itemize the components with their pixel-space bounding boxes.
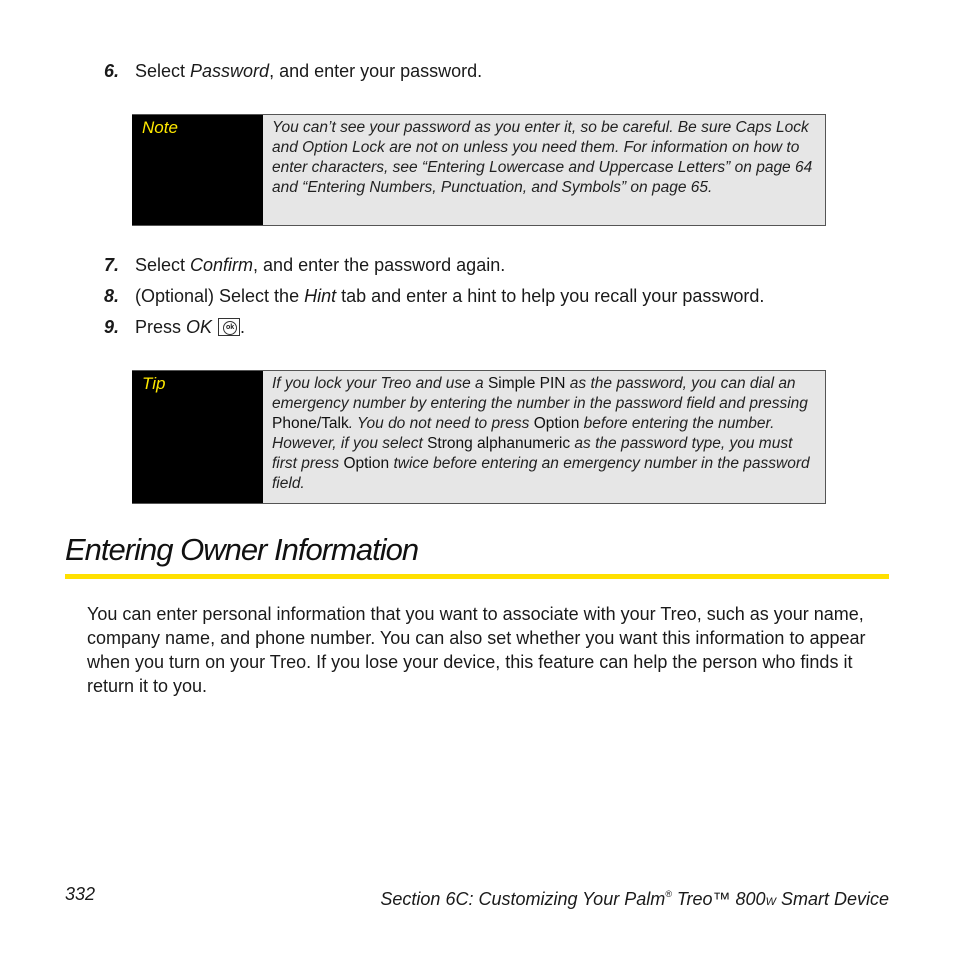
note-text: You can’t see your password as you enter it, so be careful. Be sure Caps Lock and Option Lock are not on unless you need them. For information on how to enter characters, see “Entering Lowercase and Uppercase Letters” on page 64 and “Entering Numbers, Punctuation, and Symbols” on page 65. (263, 115, 825, 225)
step-number: 6. (104, 61, 120, 81)
step-number: 8. (104, 286, 120, 306)
ui-term-option: Option (343, 455, 390, 472)
ui-term-hint: Hint (304, 286, 337, 306)
ui-term-ok: OK (186, 317, 213, 337)
ui-term-simple-pin: Simple PIN (487, 375, 566, 392)
step-number: 9. (104, 317, 120, 337)
ui-term-confirm: Confirm (190, 255, 254, 275)
step-7: 7. Select Confirm, and enter the password again. (104, 255, 506, 275)
page-number: 332 (65, 884, 96, 904)
ui-term-phone-talk: Phone/Talk (272, 415, 349, 432)
step-9: 9. Press OK ok . (104, 317, 246, 337)
heading-rule (65, 574, 889, 579)
ui-term-strong-alphanumeric: Strong alphanumeric (427, 435, 571, 452)
note-box (132, 114, 826, 226)
ok-key-icon: ok (218, 318, 240, 336)
note-label: Note (132, 115, 263, 225)
tip-text: If you lock your Treo and use a Simple PIN as the password, you can dial an emergency number by entering the number in the password field and pressing Phone/Talk. You do not need to press Option before entering the number. However, if you select Strong alphanumeric as the password type, you must first press Option twice before entering an emergency number in the password field. (263, 371, 825, 503)
body-paragraph: You can enter personal information that you want to associate with your Treo, such as your name, company name, and phone number. You can also set whether you want this information to appear when you turn on your Treo. If you lose your device, this feature can help the person who finds it return it to you. (87, 604, 866, 696)
step-8: 8. (Optional) Select the Hint tab and enter a hint to help you recall your password. (104, 286, 765, 306)
tip-box (132, 370, 826, 504)
section-title-footer: Section 6C: Customizing Your Palm® Treo™ 800W Smart Device (380, 889, 889, 909)
ui-term-password: Password (190, 61, 270, 81)
section-heading: Entering Owner Information (65, 532, 419, 567)
step-6: 6. Select Password, and enter your password. (104, 61, 483, 81)
ui-term-option: Option (533, 415, 580, 432)
step-number: 7. (104, 255, 120, 275)
tip-label: Tip (132, 371, 263, 503)
